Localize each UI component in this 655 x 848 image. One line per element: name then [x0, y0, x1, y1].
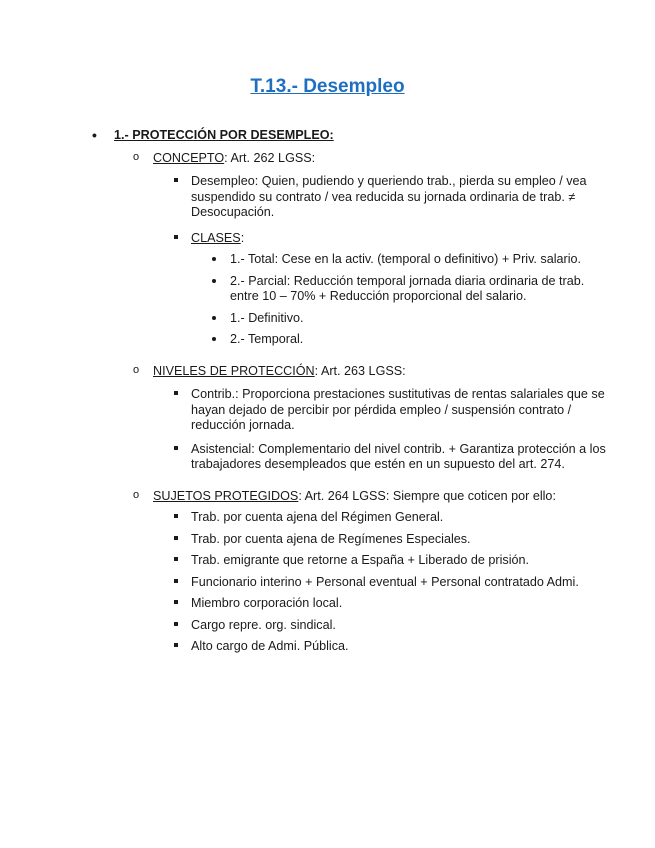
sujeto-item [92, 596, 612, 612]
document-title: T.13.- Desempleo [250, 76, 405, 97]
section-heading [92, 128, 612, 144]
sujeto-item [92, 575, 612, 591]
hollow-bullet-icon: o [133, 150, 140, 163]
document-body [92, 128, 612, 655]
concepto-rest: : Art. 262 LGSS: [224, 150, 316, 165]
nivel-text: Contrib.: Proporciona prestaciones sustitutivas de rentas salariales que se hayan dejado de percibir por pérdida empleo / suspensión contrato / reducción jornada. [191, 387, 605, 432]
square-bullet-icon [174, 557, 178, 561]
sujeto-item [92, 618, 612, 634]
nivel-text: Asistencial: Complementario del nivel contrib. + Garantiza protección a los trabajadores desempleados que estén en un supuesto del art. 274. [191, 441, 606, 471]
dot-bullet-icon [212, 337, 216, 341]
square-bullet-icon [174, 178, 178, 182]
sujeto-item [92, 553, 612, 569]
clase-text: 1.- Total: Cese en la activ. (temporal o definitivo) + Priv. salario. [230, 252, 582, 266]
niveles-label: NIVELES DE PROTECCIÓN [153, 363, 315, 378]
dot-bullet-icon [212, 257, 216, 261]
clase-item [92, 311, 612, 327]
square-bullet-icon [174, 579, 178, 583]
sujeto-text: Alto cargo de Admi. Pública. [191, 639, 349, 653]
sujeto-text: Trab. por cuenta ajena de Regímenes Especiales. [191, 531, 471, 546]
clase-item [92, 274, 612, 305]
square-bullet-icon [174, 446, 178, 450]
square-bullet-icon [174, 600, 178, 604]
sujeto-item [92, 639, 612, 655]
bullet-icon: • [92, 127, 97, 143]
square-bullet-icon [174, 536, 178, 540]
section-heading-text: 1.- PROTECCIÓN POR DESEMPLEO: [114, 128, 334, 142]
concepto-item [92, 151, 612, 167]
concepto-label: CONCEPTO [153, 150, 225, 165]
clase-item [92, 332, 612, 348]
clase-text: 2.- Parcial: Reducción temporal jornada diaria ordinaria de trab. entre 10 – 70% + Reducción proporcional del salario. [230, 273, 585, 303]
clase-text: 1.- Definitivo. [230, 310, 304, 325]
sujeto-item [92, 510, 612, 526]
definition-text: Desempleo: Quien, pudiendo y queriendo trab., pierda su empleo / vea suspendido su contrato / vea reducida su jornada ordinaria de trab. ≠ Desocupación. [191, 174, 587, 219]
square-bullet-icon [174, 514, 178, 518]
sujeto-text: Cargo repre. org. sindical. [191, 617, 336, 632]
clases-rest: : [240, 230, 245, 245]
clases-label: CLASES [191, 230, 241, 245]
square-bullet-icon [174, 643, 178, 647]
sujetos-rest: : Art. 264 LGSS: Siempre que coticen por ello: [298, 488, 556, 503]
sujetos-item [92, 489, 612, 505]
clase-text: 2.- Temporal. [230, 332, 304, 346]
sujeto-text: Trab. por cuenta ajena del Régimen General. [191, 510, 444, 524]
definition-item [92, 174, 612, 221]
hollow-bullet-icon: o [133, 363, 140, 376]
sujeto-text: Trab. emigrante que retorne a España + Liberado de prisión. [191, 553, 530, 567]
hollow-bullet-icon: o [133, 488, 140, 501]
dot-bullet-icon [212, 279, 216, 283]
clase-item [92, 252, 612, 268]
sujetos-label: SUJETOS PROTEGIDOS [153, 488, 299, 503]
square-bullet-icon [174, 622, 178, 626]
niveles-rest: : Art. 263 LGSS: [314, 363, 406, 378]
nivel-item [92, 442, 612, 473]
sujeto-text: Miembro corporación local. [191, 596, 343, 610]
nivel-item [92, 387, 612, 434]
square-bullet-icon [174, 391, 178, 395]
square-bullet-icon [174, 235, 178, 239]
niveles-item [92, 364, 612, 380]
dot-bullet-icon [212, 316, 216, 320]
sujeto-item [92, 532, 612, 548]
clases-item [92, 231, 612, 247]
sujeto-text: Funcionario interino + Personal eventual + Personal contratado Admi. [191, 574, 579, 589]
